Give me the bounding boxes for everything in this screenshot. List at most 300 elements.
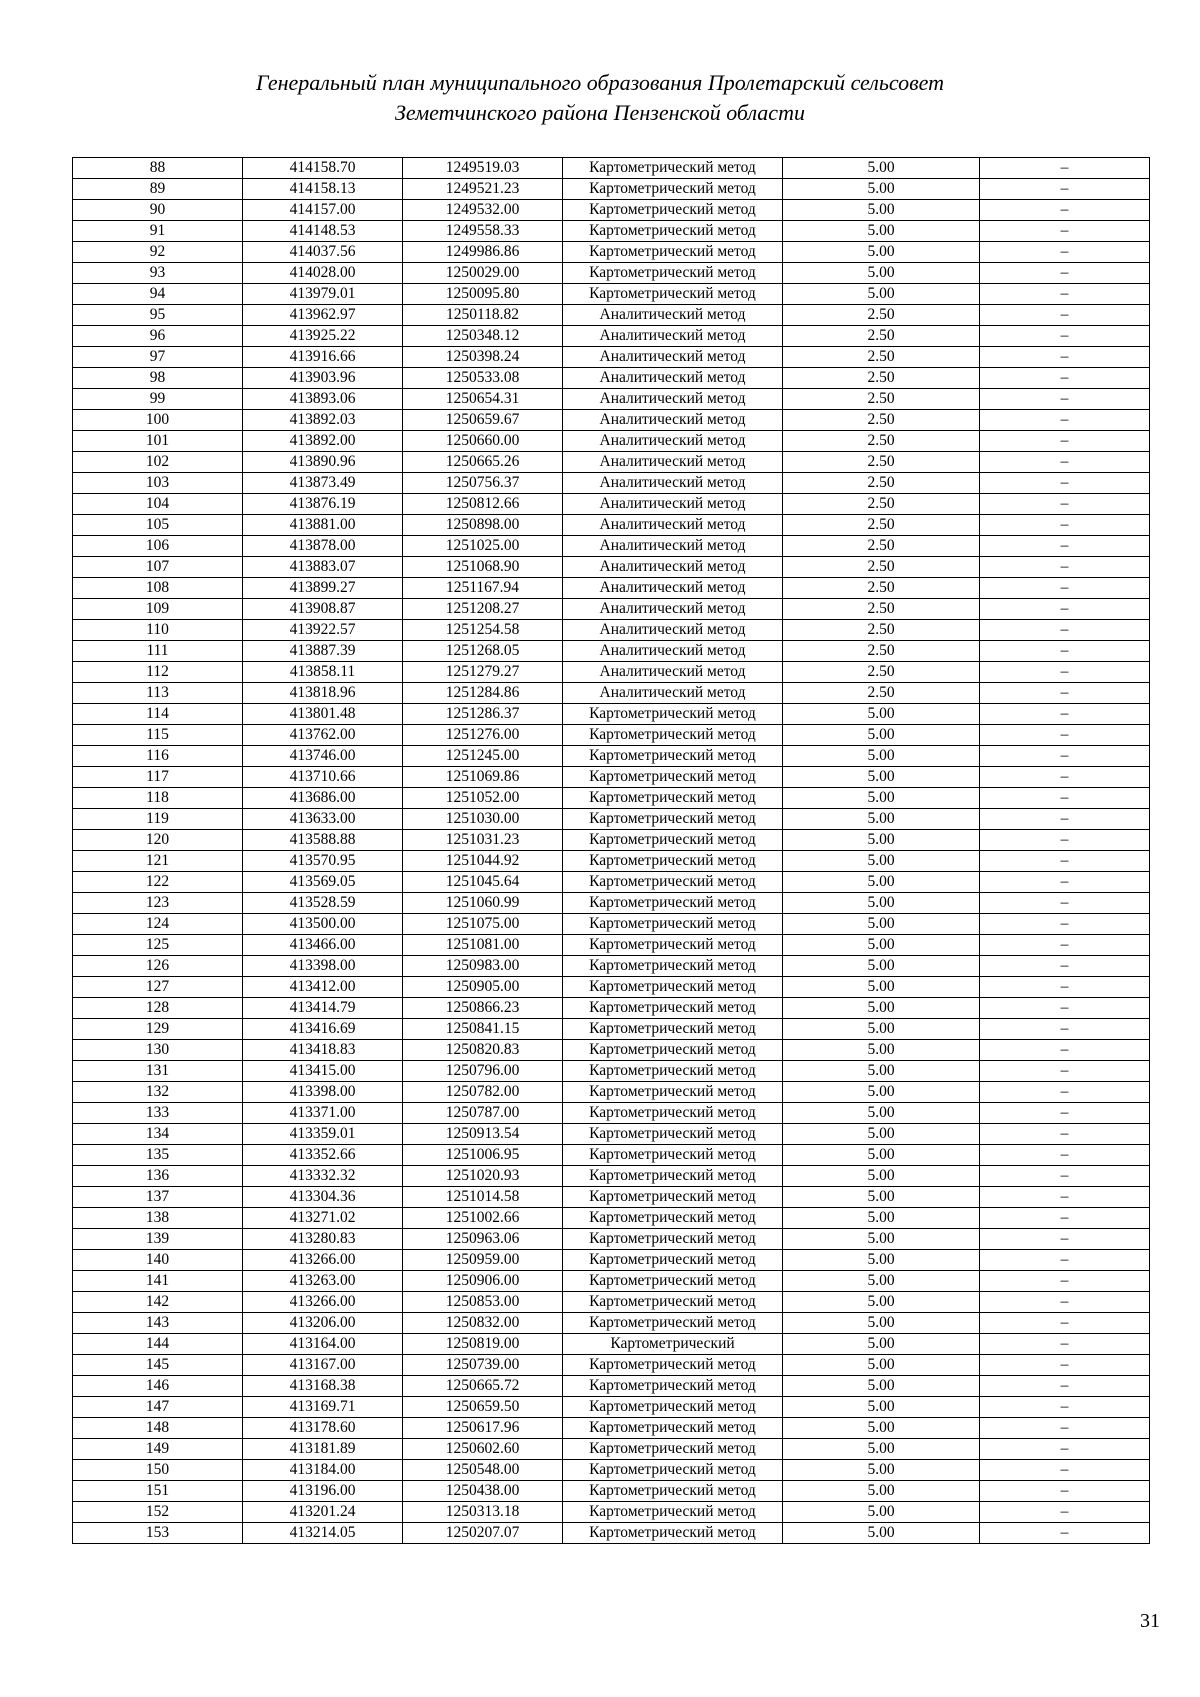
note-cell: – [980, 893, 1150, 914]
point-number-cell: 147 [73, 1397, 243, 1418]
y-coordinate-cell: 1251006.95 [403, 1145, 563, 1166]
y-coordinate-cell: 1251081.00 [403, 935, 563, 956]
method-cell: Картометрический метод [563, 914, 783, 935]
accuracy-cell: 5.00 [783, 1271, 980, 1292]
method-cell: Аналитический метод [563, 347, 783, 368]
x-coordinate-cell: 413962.97 [243, 305, 403, 326]
table-row [73, 1061, 1150, 1082]
accuracy-cell: 5.00 [783, 1250, 980, 1271]
method-cell: Аналитический метод [563, 305, 783, 326]
point-number-cell: 118 [73, 788, 243, 809]
note-cell: – [980, 1103, 1150, 1124]
x-coordinate-cell: 413414.79 [243, 998, 403, 1019]
accuracy-cell: 5.00 [783, 1292, 980, 1313]
method-cell: Картометрический метод [563, 830, 783, 851]
note-cell: – [980, 1439, 1150, 1460]
accuracy-cell: 5.00 [783, 1229, 980, 1250]
note-cell: – [980, 1523, 1150, 1544]
accuracy-cell: 5.00 [783, 1523, 980, 1544]
accuracy-cell: 2.50 [783, 620, 980, 641]
note-cell: – [980, 620, 1150, 641]
point-number-cell: 128 [73, 998, 243, 1019]
accuracy-cell: 2.50 [783, 641, 980, 662]
y-coordinate-cell: 1250602.60 [403, 1439, 563, 1460]
accuracy-cell: 2.50 [783, 410, 980, 431]
point-number-cell: 142 [73, 1292, 243, 1313]
x-coordinate-cell: 413168.38 [243, 1376, 403, 1397]
point-number-cell: 100 [73, 410, 243, 431]
note-cell: – [980, 242, 1150, 263]
x-coordinate-cell: 413710.66 [243, 767, 403, 788]
method-cell: Картометрический метод [563, 1208, 783, 1229]
accuracy-cell: 5.00 [783, 242, 980, 263]
x-coordinate-cell: 413371.00 [243, 1103, 403, 1124]
table-row [73, 1460, 1150, 1481]
point-number-cell: 111 [73, 641, 243, 662]
y-coordinate-cell: 1251167.94 [403, 578, 563, 599]
table-row [73, 620, 1150, 641]
table-row [73, 1187, 1150, 1208]
x-coordinate-cell: 413916.66 [243, 347, 403, 368]
accuracy-cell: 2.50 [783, 347, 980, 368]
x-coordinate-cell: 413412.00 [243, 977, 403, 998]
point-number-cell: 117 [73, 767, 243, 788]
method-cell: Картометрический метод [563, 1481, 783, 1502]
point-number-cell: 101 [73, 431, 243, 452]
method-cell: Картометрический метод [563, 1376, 783, 1397]
note-cell: – [980, 578, 1150, 599]
method-cell: Картометрический метод [563, 872, 783, 893]
note-cell: – [980, 347, 1150, 368]
accuracy-cell: 2.50 [783, 578, 980, 599]
y-coordinate-cell: 1250819.00 [403, 1334, 563, 1355]
point-number-cell: 153 [73, 1523, 243, 1544]
y-coordinate-cell: 1251254.58 [403, 620, 563, 641]
point-number-cell: 95 [73, 305, 243, 326]
table-row [73, 473, 1150, 494]
x-coordinate-cell: 414028.00 [243, 263, 403, 284]
note-cell: – [980, 1040, 1150, 1061]
x-coordinate-cell: 413887.39 [243, 641, 403, 662]
accuracy-cell: 5.00 [783, 1460, 980, 1481]
method-cell: Картометрический метод [563, 200, 783, 221]
method-cell: Картометрический метод [563, 1313, 783, 1334]
note-cell: – [980, 410, 1150, 431]
y-coordinate-cell: 1250906.00 [403, 1271, 563, 1292]
note-cell: – [980, 956, 1150, 977]
table-row [73, 515, 1150, 536]
y-coordinate-cell: 1250905.00 [403, 977, 563, 998]
y-coordinate-cell: 1250756.37 [403, 473, 563, 494]
accuracy-cell: 5.00 [783, 893, 980, 914]
x-coordinate-cell: 413569.05 [243, 872, 403, 893]
method-cell: Картометрический метод [563, 956, 783, 977]
point-number-cell: 127 [73, 977, 243, 998]
x-coordinate-cell: 413266.00 [243, 1292, 403, 1313]
y-coordinate-cell: 1249521.23 [403, 179, 563, 200]
method-cell: Картометрический метод [563, 788, 783, 809]
table-row [73, 767, 1150, 788]
note-cell: – [980, 1019, 1150, 1040]
x-coordinate-cell: 414158.13 [243, 179, 403, 200]
note-cell: – [980, 473, 1150, 494]
table-row [73, 1418, 1150, 1439]
accuracy-cell: 2.50 [783, 662, 980, 683]
accuracy-cell: 5.00 [783, 1124, 980, 1145]
y-coordinate-cell: 1249519.03 [403, 158, 563, 179]
method-cell: Аналитический метод [563, 452, 783, 473]
method-cell: Картометрический метод [563, 221, 783, 242]
point-number-cell: 151 [73, 1481, 243, 1502]
point-number-cell: 99 [73, 389, 243, 410]
x-coordinate-cell: 413466.00 [243, 935, 403, 956]
note-cell: – [980, 998, 1150, 1019]
x-coordinate-cell: 413201.24 [243, 1502, 403, 1523]
accuracy-cell: 5.00 [783, 1481, 980, 1502]
note-cell: – [980, 935, 1150, 956]
point-number-cell: 146 [73, 1376, 243, 1397]
table-row [73, 788, 1150, 809]
note-cell: – [980, 431, 1150, 452]
method-cell: Картометрический метод [563, 1292, 783, 1313]
y-coordinate-cell: 1251052.00 [403, 788, 563, 809]
point-number-cell: 121 [73, 851, 243, 872]
table-row [73, 263, 1150, 284]
method-cell: Аналитический метод [563, 473, 783, 494]
y-coordinate-cell: 1250665.26 [403, 452, 563, 473]
table-row [73, 1439, 1150, 1460]
table-row [73, 326, 1150, 347]
x-coordinate-cell: 413266.00 [243, 1250, 403, 1271]
method-cell: Картометрический метод [563, 893, 783, 914]
accuracy-cell: 2.50 [783, 389, 980, 410]
table-row [73, 347, 1150, 368]
header-line-2: Земетчинского района Пензенской области [395, 100, 805, 125]
accuracy-cell: 5.00 [783, 1019, 980, 1040]
method-cell: Аналитический метод [563, 683, 783, 704]
note-cell: – [980, 1124, 1150, 1145]
accuracy-cell: 5.00 [783, 1376, 980, 1397]
point-number-cell: 109 [73, 599, 243, 620]
x-coordinate-cell: 413892.03 [243, 410, 403, 431]
table-row [73, 998, 1150, 1019]
method-cell: Картометрический метод [563, 977, 783, 998]
method-cell: Картометрический метод [563, 284, 783, 305]
x-coordinate-cell: 413214.05 [243, 1523, 403, 1544]
note-cell: – [980, 1166, 1150, 1187]
accuracy-cell: 2.50 [783, 368, 980, 389]
x-coordinate-cell: 413570.95 [243, 851, 403, 872]
note-cell: – [980, 1208, 1150, 1229]
accuracy-cell: 5.00 [783, 788, 980, 809]
method-cell: Картометрический метод [563, 1439, 783, 1460]
table-row [73, 494, 1150, 515]
point-number-cell: 131 [73, 1061, 243, 1082]
method-cell: Аналитический метод [563, 494, 783, 515]
point-number-cell: 123 [73, 893, 243, 914]
point-number-cell: 107 [73, 557, 243, 578]
y-coordinate-cell: 1251286.37 [403, 704, 563, 725]
x-coordinate-cell: 413304.36 [243, 1187, 403, 1208]
accuracy-cell: 2.50 [783, 431, 980, 452]
point-number-cell: 135 [73, 1145, 243, 1166]
note-cell: – [980, 641, 1150, 662]
accuracy-cell: 5.00 [783, 1082, 980, 1103]
accuracy-cell: 2.50 [783, 494, 980, 515]
accuracy-cell: 5.00 [783, 179, 980, 200]
table-row [73, 1229, 1150, 1250]
method-cell: Аналитический метод [563, 410, 783, 431]
x-coordinate-cell: 413196.00 [243, 1481, 403, 1502]
note-cell: – [980, 1271, 1150, 1292]
y-coordinate-cell: 1251075.00 [403, 914, 563, 935]
x-coordinate-cell: 413908.87 [243, 599, 403, 620]
x-coordinate-cell: 413979.01 [243, 284, 403, 305]
table-row [73, 578, 1150, 599]
table-row [73, 431, 1150, 452]
accuracy-cell: 5.00 [783, 704, 980, 725]
x-coordinate-cell: 413528.59 [243, 893, 403, 914]
point-number-cell: 126 [73, 956, 243, 977]
y-coordinate-cell: 1250832.00 [403, 1313, 563, 1334]
x-coordinate-cell: 413178.60 [243, 1418, 403, 1439]
accuracy-cell: 5.00 [783, 1166, 980, 1187]
accuracy-cell: 5.00 [783, 830, 980, 851]
table-row [73, 284, 1150, 305]
note-cell: – [980, 977, 1150, 998]
accuracy-cell: 5.00 [783, 935, 980, 956]
method-cell: Аналитический метод [563, 431, 783, 452]
accuracy-cell: 5.00 [783, 1355, 980, 1376]
method-cell: Аналитический метод [563, 515, 783, 536]
point-number-cell: 108 [73, 578, 243, 599]
y-coordinate-cell: 1250866.23 [403, 998, 563, 1019]
table-row [73, 221, 1150, 242]
note-cell: – [980, 1376, 1150, 1397]
table-row [73, 1145, 1150, 1166]
x-coordinate-cell: 414148.53 [243, 221, 403, 242]
method-cell: Картометрический метод [563, 1502, 783, 1523]
y-coordinate-cell: 1251045.64 [403, 872, 563, 893]
y-coordinate-cell: 1250659.50 [403, 1397, 563, 1418]
table-row [73, 1250, 1150, 1271]
y-coordinate-cell: 1251002.66 [403, 1208, 563, 1229]
accuracy-cell: 5.00 [783, 746, 980, 767]
note-cell: – [980, 683, 1150, 704]
accuracy-cell: 5.00 [783, 1397, 980, 1418]
note-cell: – [980, 1082, 1150, 1103]
accuracy-cell: 5.00 [783, 767, 980, 788]
method-cell: Аналитический метод [563, 620, 783, 641]
y-coordinate-cell: 1251208.27 [403, 599, 563, 620]
method-cell: Аналитический метод [563, 389, 783, 410]
y-coordinate-cell: 1251020.93 [403, 1166, 563, 1187]
table-row [73, 1292, 1150, 1313]
method-cell: Аналитический метод [563, 641, 783, 662]
point-number-cell: 130 [73, 1040, 243, 1061]
point-number-cell: 97 [73, 347, 243, 368]
accuracy-cell: 5.00 [783, 1145, 980, 1166]
note-cell: – [980, 200, 1150, 221]
x-coordinate-cell: 413925.22 [243, 326, 403, 347]
note-cell: – [980, 263, 1150, 284]
x-coordinate-cell: 413903.96 [243, 368, 403, 389]
point-number-cell: 104 [73, 494, 243, 515]
method-cell: Картометрический метод [563, 263, 783, 284]
method-cell: Картометрический метод [563, 1397, 783, 1418]
note-cell: – [980, 494, 1150, 515]
note-cell: – [980, 599, 1150, 620]
point-number-cell: 140 [73, 1250, 243, 1271]
table-row [73, 1523, 1150, 1544]
y-coordinate-cell: 1250739.00 [403, 1355, 563, 1376]
x-coordinate-cell: 413893.06 [243, 389, 403, 410]
table-row [73, 893, 1150, 914]
method-cell: Аналитический метод [563, 662, 783, 683]
coordinates-table-body [73, 158, 1150, 1544]
table-row [73, 368, 1150, 389]
y-coordinate-cell: 1250654.31 [403, 389, 563, 410]
x-coordinate-cell: 413801.48 [243, 704, 403, 725]
method-cell: Аналитический метод [563, 557, 783, 578]
point-number-cell: 148 [73, 1418, 243, 1439]
method-cell: Картометрический метод [563, 1103, 783, 1124]
point-number-cell: 89 [73, 179, 243, 200]
y-coordinate-cell: 1250398.24 [403, 347, 563, 368]
method-cell: Картометрический метод [563, 1124, 783, 1145]
x-coordinate-cell: 413876.19 [243, 494, 403, 515]
accuracy-cell: 5.00 [783, 956, 980, 977]
y-coordinate-cell: 1250913.54 [403, 1124, 563, 1145]
method-cell: Картометрический метод [563, 1418, 783, 1439]
x-coordinate-cell: 413892.00 [243, 431, 403, 452]
table-row [73, 809, 1150, 830]
x-coordinate-cell: 413398.00 [243, 956, 403, 977]
point-number-cell: 125 [73, 935, 243, 956]
method-cell: Картометрический метод [563, 1229, 783, 1250]
x-coordinate-cell: 413858.11 [243, 662, 403, 683]
x-coordinate-cell: 413588.88 [243, 830, 403, 851]
note-cell: – [980, 389, 1150, 410]
y-coordinate-cell: 1251245.00 [403, 746, 563, 767]
note-cell: – [980, 1460, 1150, 1481]
method-cell: Картометрический метод [563, 1523, 783, 1544]
table-row [73, 242, 1150, 263]
method-cell: Аналитический метод [563, 536, 783, 557]
point-number-cell: 112 [73, 662, 243, 683]
point-number-cell: 96 [73, 326, 243, 347]
point-number-cell: 115 [73, 725, 243, 746]
note-cell: – [980, 746, 1150, 767]
table-row [73, 179, 1150, 200]
note-cell: – [980, 179, 1150, 200]
y-coordinate-cell: 1251044.92 [403, 851, 563, 872]
table-row [73, 599, 1150, 620]
point-number-cell: 106 [73, 536, 243, 557]
x-coordinate-cell: 413881.00 [243, 515, 403, 536]
y-coordinate-cell: 1250533.08 [403, 368, 563, 389]
accuracy-cell: 5.00 [783, 977, 980, 998]
accuracy-cell: 2.50 [783, 536, 980, 557]
point-number-cell: 132 [73, 1082, 243, 1103]
x-coordinate-cell: 413899.27 [243, 578, 403, 599]
point-number-cell: 152 [73, 1502, 243, 1523]
method-cell: Картометрический метод [563, 179, 783, 200]
x-coordinate-cell: 413418.83 [243, 1040, 403, 1061]
point-number-cell: 88 [73, 158, 243, 179]
point-number-cell: 92 [73, 242, 243, 263]
table-row [73, 1103, 1150, 1124]
table-row [73, 977, 1150, 998]
y-coordinate-cell: 1250796.00 [403, 1061, 563, 1082]
note-cell: – [980, 557, 1150, 578]
point-number-cell: 113 [73, 683, 243, 704]
method-cell: Картометрический метод [563, 767, 783, 788]
y-coordinate-cell: 1250787.00 [403, 1103, 563, 1124]
accuracy-cell: 2.50 [783, 599, 980, 620]
point-number-cell: 120 [73, 830, 243, 851]
accuracy-cell: 5.00 [783, 1187, 980, 1208]
method-cell: Картометрический метод [563, 1040, 783, 1061]
note-cell: – [980, 767, 1150, 788]
accuracy-cell: 5.00 [783, 158, 980, 179]
document-header [0, 68, 1200, 128]
method-cell: Аналитический метод [563, 326, 783, 347]
x-coordinate-cell: 413883.07 [243, 557, 403, 578]
note-cell: – [980, 158, 1150, 179]
table-row [73, 1481, 1150, 1502]
note-cell: – [980, 1313, 1150, 1334]
point-number-cell: 129 [73, 1019, 243, 1040]
table-row [73, 1166, 1150, 1187]
table-row [73, 200, 1150, 221]
method-cell: Аналитический метод [563, 599, 783, 620]
table-row [73, 1313, 1150, 1334]
y-coordinate-cell: 1250665.72 [403, 1376, 563, 1397]
x-coordinate-cell: 413922.57 [243, 620, 403, 641]
point-number-cell: 90 [73, 200, 243, 221]
x-coordinate-cell: 413878.00 [243, 536, 403, 557]
table-row [73, 725, 1150, 746]
note-cell: – [980, 1061, 1150, 1082]
y-coordinate-cell: 1250029.00 [403, 263, 563, 284]
accuracy-cell: 5.00 [783, 809, 980, 830]
note-cell: – [980, 704, 1150, 725]
note-cell: – [980, 284, 1150, 305]
x-coordinate-cell: 413184.00 [243, 1460, 403, 1481]
method-cell: Картометрический метод [563, 1271, 783, 1292]
accuracy-cell: 5.00 [783, 872, 980, 893]
point-number-cell: 134 [73, 1124, 243, 1145]
point-number-cell: 94 [73, 284, 243, 305]
accuracy-cell: 5.00 [783, 1040, 980, 1061]
x-coordinate-cell: 413271.02 [243, 1208, 403, 1229]
x-coordinate-cell: 413500.00 [243, 914, 403, 935]
x-coordinate-cell: 413164.00 [243, 1334, 403, 1355]
point-number-cell: 145 [73, 1355, 243, 1376]
accuracy-cell: 5.00 [783, 200, 980, 221]
y-coordinate-cell: 1250963.06 [403, 1229, 563, 1250]
point-number-cell: 110 [73, 620, 243, 641]
method-cell: Картометрический метод [563, 158, 783, 179]
method-cell: Картометрический метод [563, 704, 783, 725]
accuracy-cell: 2.50 [783, 452, 980, 473]
table-row [73, 746, 1150, 767]
accuracy-cell: 5.00 [783, 1439, 980, 1460]
table-row [73, 641, 1150, 662]
note-cell: – [980, 1187, 1150, 1208]
table-row [73, 410, 1150, 431]
